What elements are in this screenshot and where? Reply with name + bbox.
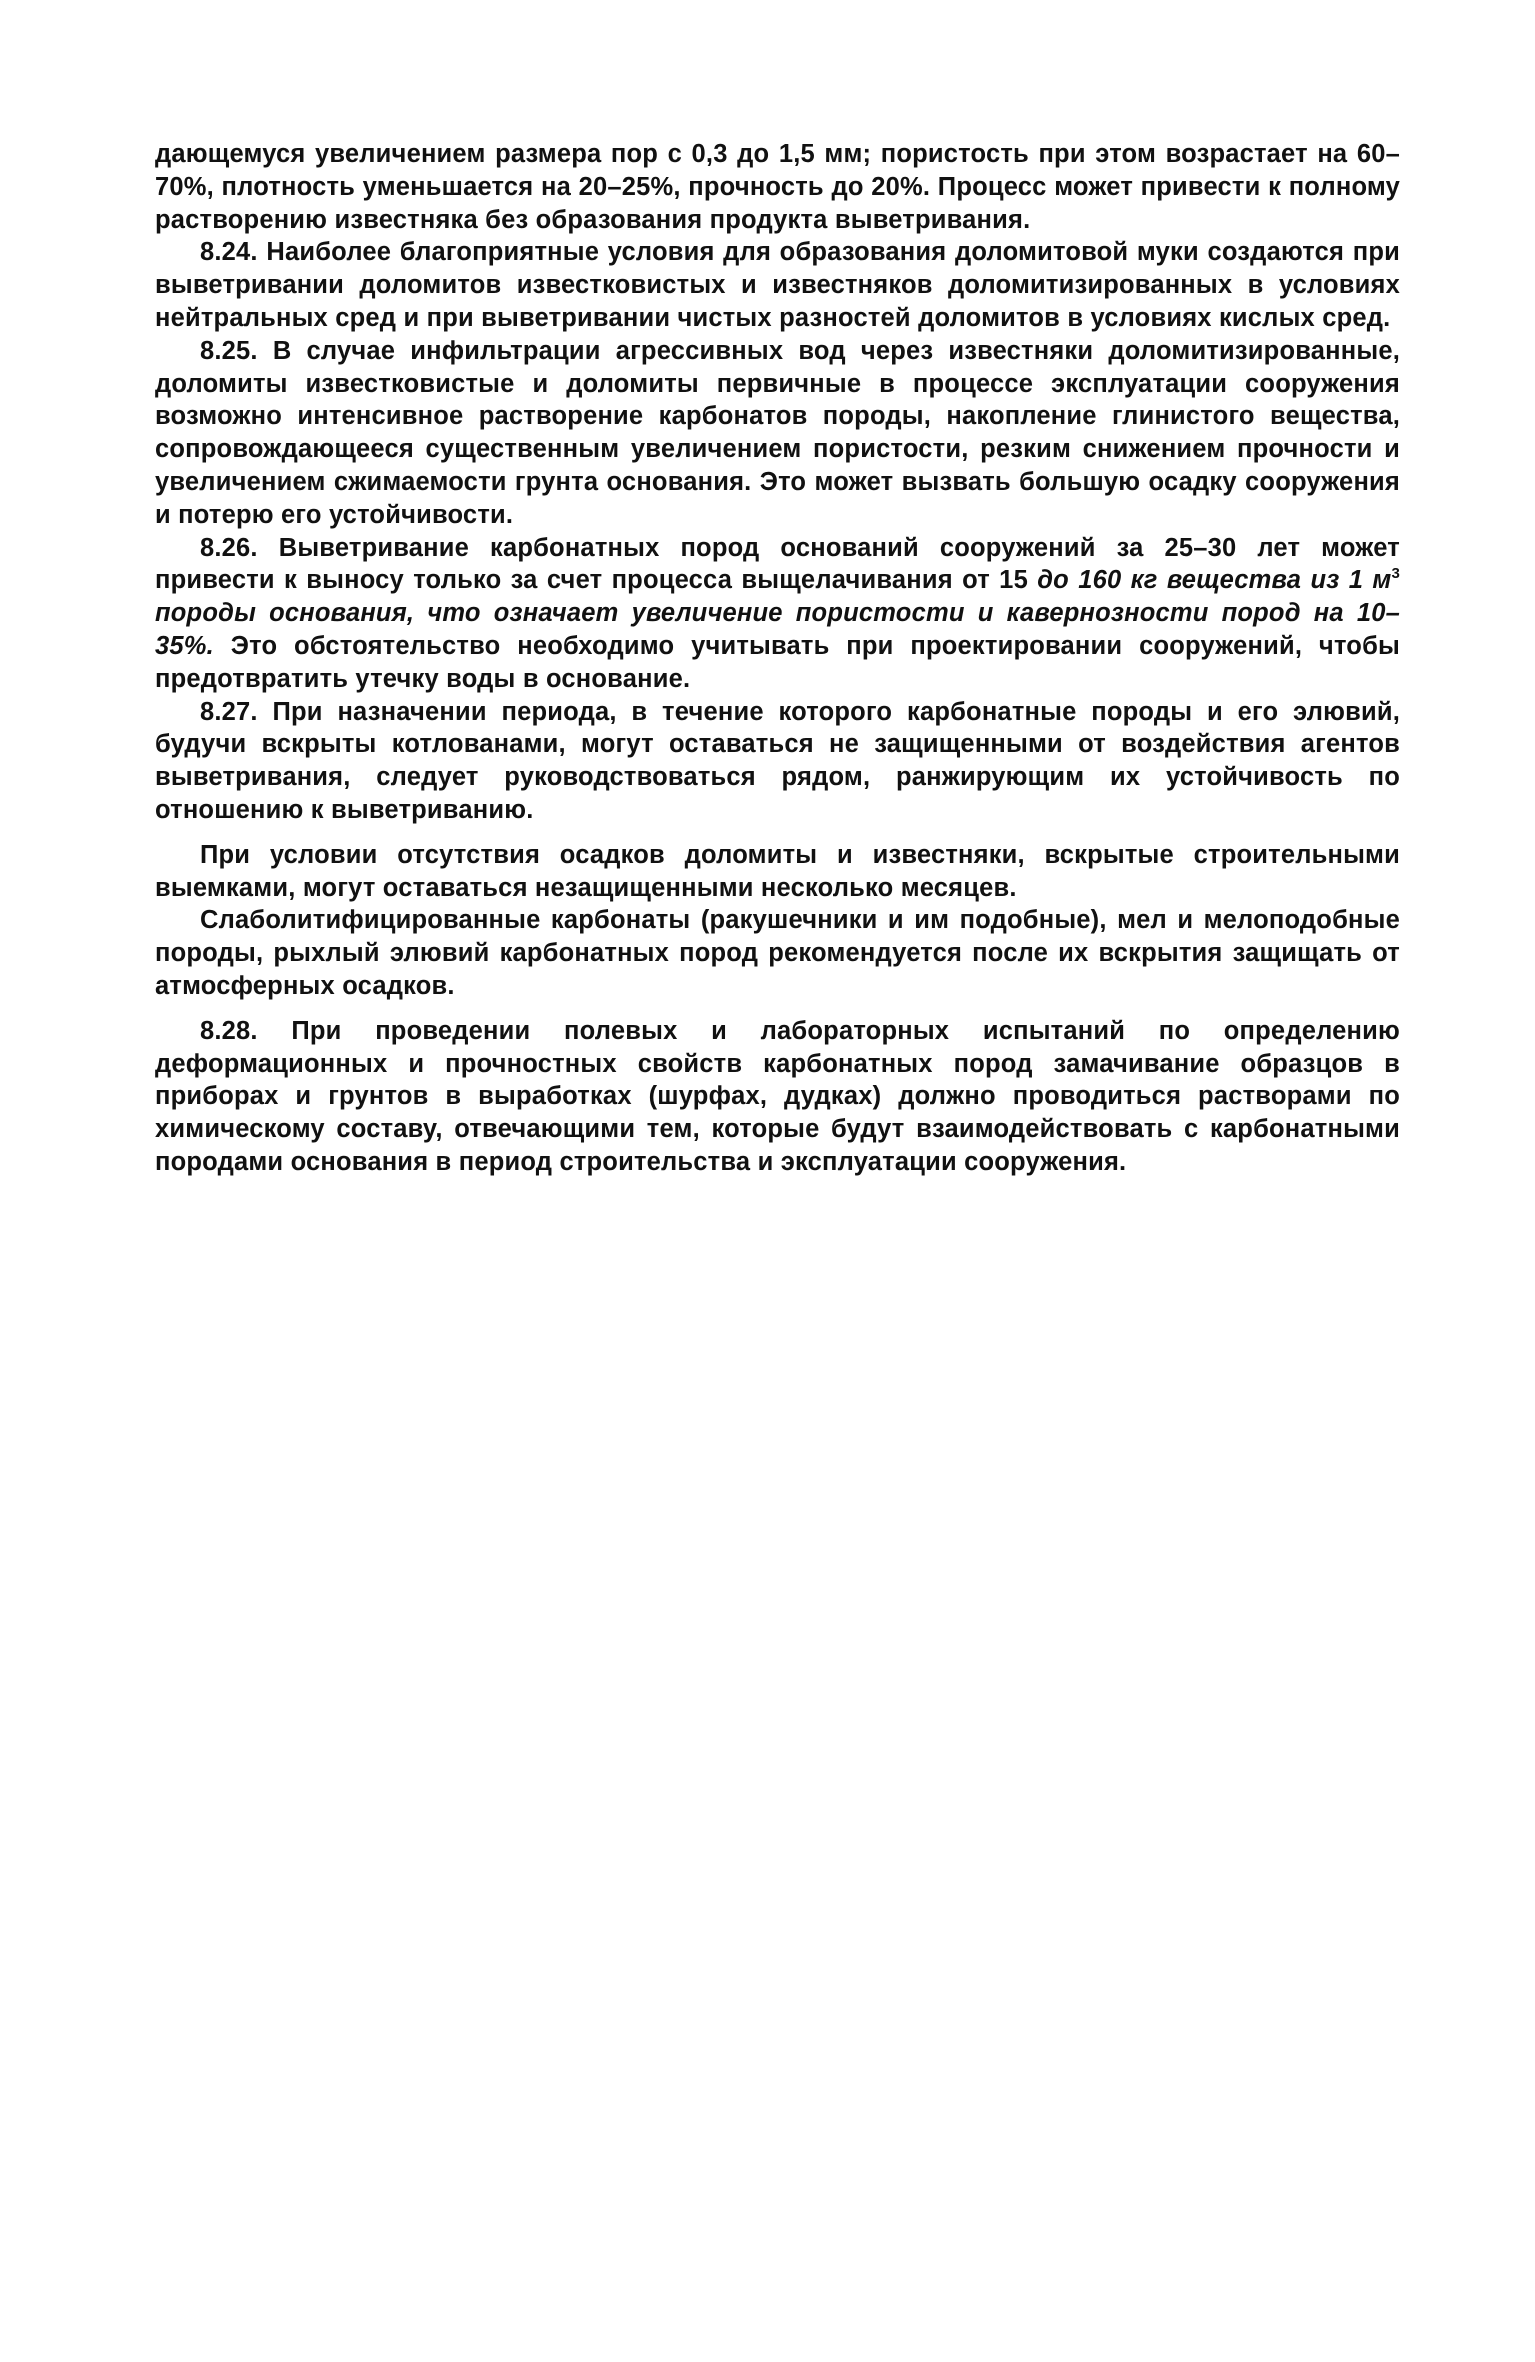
section-8-24 <box>155 236 1400 334</box>
section-number: 8.24. <box>200 238 258 267</box>
section-number: 8.25. <box>200 336 258 365</box>
paragraph-text: При назначении периода, в течение которого карбонатные породы и его элювий, будучи вскрыты котлованами, могут оставаться не защищенными от воздействия агентов выветривания, следует руководствоваться рядом, ранжирующим их устойчивость по отношению к выветриванию. <box>155 697 1400 824</box>
section-8-28 <box>155 1015 1400 1179</box>
paragraph-text: При проведении полевых и лабораторных испытаний по определению деформационных и прочностных свойств карбонатных пород замачивание образцов в приборах и грунтов в выработках (шурфах, дудках) должно проводиться растворами по химическому составу, отвечающими тем, которые будут взаимодействовать с карбонатными породами основания в период строительства и эксплуатации сооружения. <box>155 1016 1400 1176</box>
section-8-26 <box>155 532 1400 696</box>
paragraph-text: Слаболитифицированные карбонаты (ракушечники и им подобные), мел и мелоподобные породы, рыхлый элювий карбонатных пород рекомендуется после их вскрытия защищать от атмосферных осадков. <box>155 906 1400 1000</box>
paragraph-text: дающемуся увеличением размера пор с 0,3 до 1,5 мм; пористость при этом возрастает на 60–70%, плотность уменьшается на 20–25%, прочность до 20%. Процесс может привести к полному растворению известняка без образования продукта выветривания. <box>155 140 1400 234</box>
superscript: 3 <box>1391 565 1400 583</box>
document-page <box>155 138 1400 1179</box>
paragraph-text: Наиболее благоприятные условия для образования доломитовой муки создаются при выветривании доломитов известковистых и известняков доломитизированных в условиях нейтральных сред и при выветривании чистых разностей доломитов в условиях кислых сред. <box>155 238 1400 332</box>
section-8-27 <box>155 696 1400 827</box>
section-number: 8.28. <box>200 1016 258 1045</box>
section-8-25 <box>155 335 1400 532</box>
paragraph-text: При условии отсутствия осадков доломиты и известняки, вскрытые строительными выемками, могут оставаться незащищенными несколько месяцев. <box>155 840 1400 902</box>
section-number: 8.26. <box>200 533 258 562</box>
paragraph-italic-text: до 160 кг вещества из 1 м <box>1037 566 1392 595</box>
paragraph-text: В случае инфильтрации агрессивных вод через известняки доломитизированные, доломиты известковистые и доломиты первичные в процессе эксплуатации сооружения возможно интенсивное растворение карбонатов породы, накопление глинистого вещества, сопровождающееся существенным увеличением пористости, резким снижением прочности и увеличением сжимаемости грунта основания. Это может вызвать большую осадку сооружения и потерю его устойчивости. <box>155 336 1400 529</box>
paragraph-no-precipitation <box>155 839 1400 905</box>
paragraph-text-after: Это обстоятельство необходимо учитывать при проектировании сооружений, чтобы предотвратить утечку воды в основание. <box>155 631 1400 693</box>
paragraph-continuation <box>155 138 1400 236</box>
paragraph-weakly-lithified <box>155 904 1400 1002</box>
section-number: 8.27. <box>200 697 258 726</box>
paragraph-text: Выветривание карбонатных пород оснований сооружений за 25–30 лет может привести к выносу только за счет процесса выщелачивания от 15 <box>155 533 1400 595</box>
paragraph-italic-text-after: породы основания, что означает увеличение пористости и кавернозности пород на 10–35%. <box>155 599 1400 660</box>
